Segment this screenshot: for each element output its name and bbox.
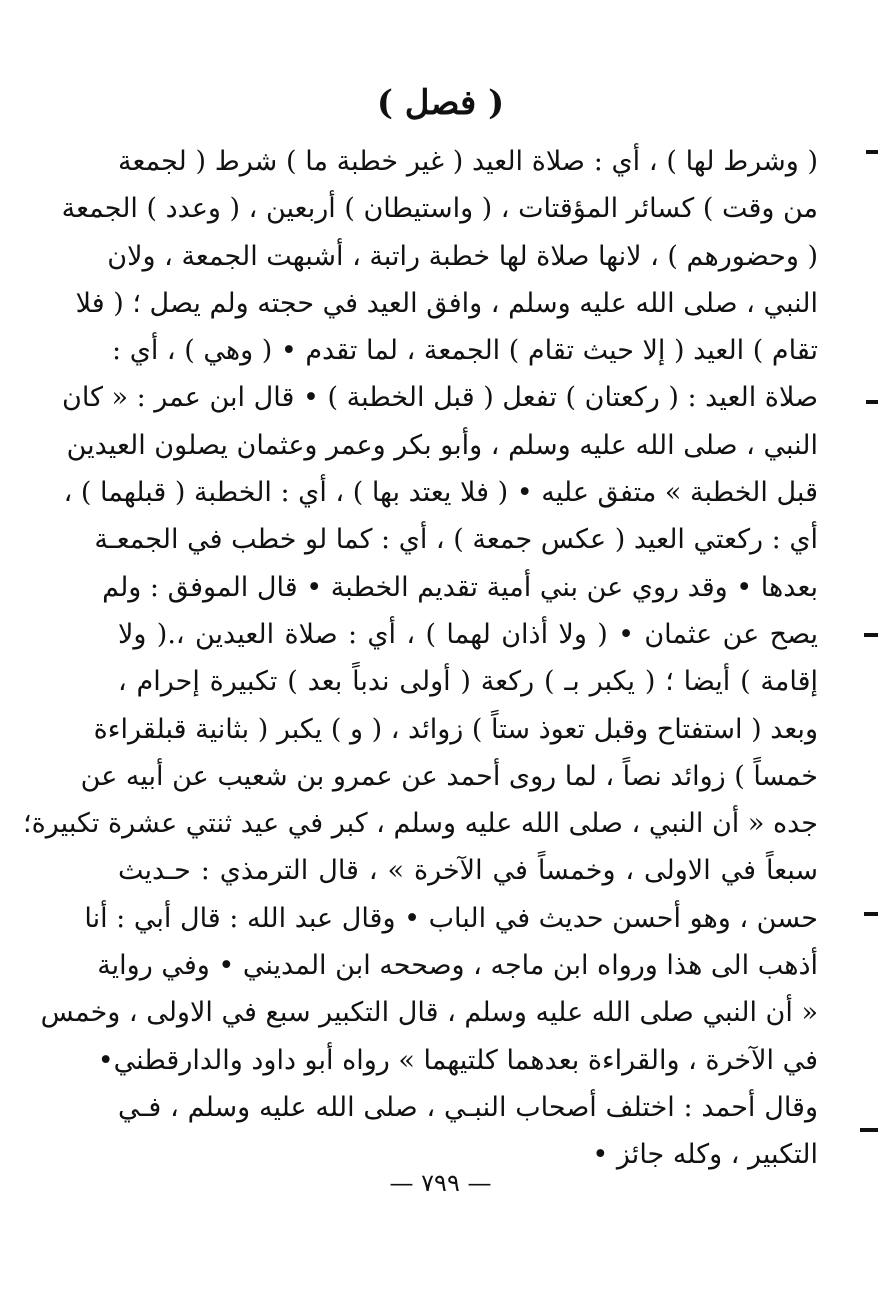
margin-mark — [866, 150, 878, 154]
text-line: يصح عن عثمان • ( ولا أذان لهما ) ، أي : صلاة العيدين ،.( ولا — [118, 618, 818, 650]
text-line: ( وحضورهم ) ، لانها صلاة لها خطبة راتبة ، أشبهت الجمعة ، ولان — [107, 240, 818, 272]
text-line: في الآخرة ، والقراءة بعدهما كلتيهما » رواه أبو داود والدارقطني• — [97, 1044, 818, 1076]
text-line: من وقت ) كسائر المؤقتات ، ( واستيطان ) أربعين ، ( وعدد ) الجمعة — [61, 193, 818, 225]
text-line: التكبير ، وكله جائز • — [592, 1139, 818, 1171]
margin-mark — [866, 400, 878, 404]
text-line: خمساً ) زوائد نصاً ، لما روى أحمد عن عمرو بن شعيب عن أبيه عن — [80, 760, 818, 792]
text-line: بعدها • وقد روي عن بني أمية تقديم الخطبة • قال الموفق : ولم — [102, 571, 818, 603]
text-line: وقال أحمد : اختلف أصحاب النبـي ، صلى الله عليه وسلم ، فـي — [118, 1091, 818, 1123]
text-line: النبي ، صلى الله عليه وسلم ، وأبو بكر وعمر وعثمان يصلون العيدين — [66, 429, 818, 461]
text-line: أذهب الى هذا ورواه ابن ماجه ، وصححه ابن المديني • وفي رواية — [97, 950, 818, 982]
text-line: تقام ) العيد ( إلا حيث تقام ) الجمعة ، لما تقدم • ( وهي ) ، أي : — [112, 335, 818, 367]
text-line: سبعاً في الاولى ، وخمساً في الآخرة » ، قال الترمذي : حـديث — [118, 855, 818, 887]
text-line: أي : ركعتي العيد ( عكس جمعة ) ، أي : كما لو خطب في الجمعـة — [94, 524, 818, 556]
text-line: قبل الخطبة » متفق عليه • ( فلا يعتد بها ) ، أي : الخطبة ( قبلهما ) ، — [63, 477, 818, 509]
text-line: وبعد ( استفتاح وقبل تعوذ ستاً ) زوائد ، ( و ) يكبر ( بثانية قبلقراءة — [93, 713, 818, 745]
margin-mark — [864, 633, 878, 637]
margin-mark — [860, 1128, 878, 1132]
text-line: ( وشرط لها ) ، أي : صلاة العيد ( غير خطبة ما ) شرط ( لجمعة — [118, 146, 818, 177]
section-heading: ( فصل ) — [376, 83, 505, 123]
text-line: جده « أن النبي ، صلى الله عليه وسلم ، كبر في عيد ثنتي عشرة تكبيرة؛ — [23, 808, 818, 840]
page-number: — ٧٩٩ — — [389, 1169, 492, 1197]
body-text — [23, 138, 818, 1179]
text-line: النبي ، صلى الله عليه وسلم ، وافق العيد في حجته ولم يصل ؛ ( فلا — [75, 287, 818, 319]
text-line: إقامة ) أيضا ؛ ( يكبر بـ ) ركعة ( أولى ندباً بعد ) تكبيرة إحرام ، — [118, 666, 818, 698]
text-line: صلاة العيد : ( ركعتان ) تفعل ( قبل الخطبة ) • قال ابن عمر : « كان — [62, 382, 818, 414]
text-line: حسن ، وهو أحسن حديث في الباب • وقال عبد الله : قال أبي : أنا — [84, 902, 818, 934]
text-line: « أن النبي صلى الله عليه وسلم ، قال التكبير سبع في الاولى ، وخمس — [40, 997, 818, 1029]
margin-mark — [864, 912, 878, 916]
